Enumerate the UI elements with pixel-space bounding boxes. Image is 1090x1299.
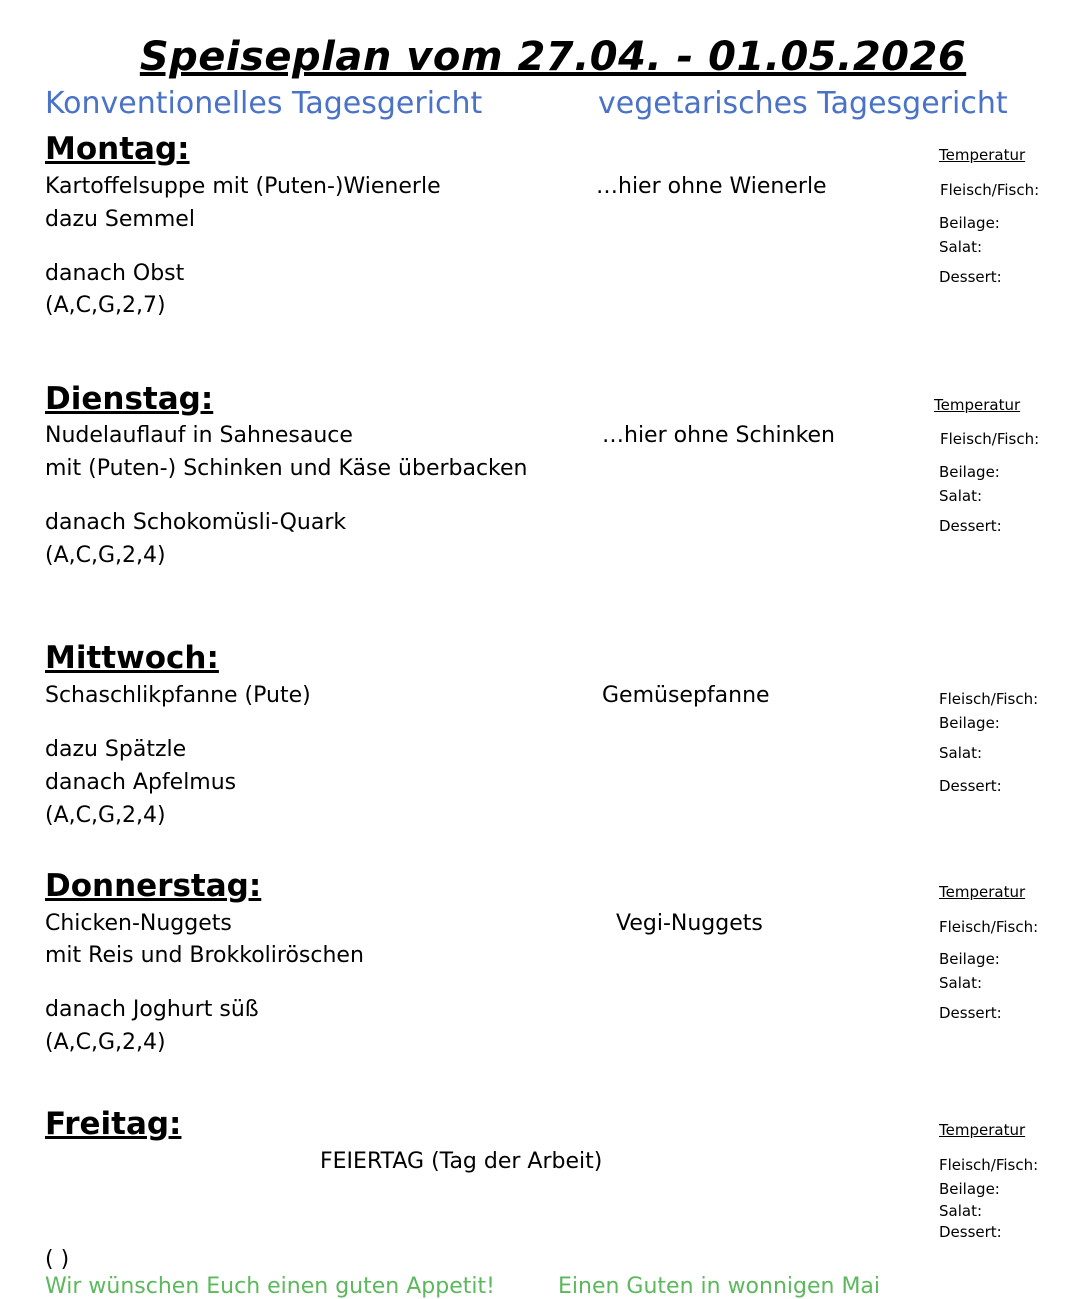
allergens: ( )	[45, 1247, 70, 1272]
allergens: (A,C,G,2,7)	[45, 293, 166, 318]
day-heading: Mittwoch:	[45, 640, 219, 676]
dessert-label: Dessert:	[939, 517, 1002, 535]
dessert-label: Dessert:	[939, 777, 1002, 795]
day-heading: Dienstag:	[45, 381, 214, 417]
dish-line: dazu Semmel	[45, 207, 195, 232]
footer-greeting: Wir wünschen Euch einen guten Appetit!	[45, 1274, 495, 1299]
allergens: (A,C,G,2,4)	[45, 1030, 166, 1055]
dish-line: Schaschlikpfanne (Pute)	[45, 683, 311, 708]
side-label: Beilage:	[939, 714, 1000, 732]
side-label: Beilage:	[939, 950, 1000, 968]
meat-label: Fleisch/Fisch:	[939, 690, 1039, 708]
side-label: Beilage:	[939, 214, 1000, 232]
dessert-label: Dessert:	[939, 268, 1002, 286]
dish-line: dazu Spätzle	[45, 737, 187, 762]
side-label: Beilage:	[939, 1180, 1000, 1198]
dessert-label: Dessert:	[939, 1223, 1002, 1241]
conventional-column-heading: Konventionelles Tagesgericht	[45, 86, 483, 121]
holiday-text: FEIERTAG (Tag der Arbeit)	[320, 1149, 603, 1174]
dish-line: Nudelauflauf in Sahnesauce	[45, 423, 353, 448]
day-heading: Montag:	[45, 131, 190, 167]
dish-line: Chicken-Nuggets	[45, 911, 232, 936]
salad-label: Salat:	[939, 1202, 983, 1220]
vegetarian-column-heading: vegetarisches Tagesgericht	[598, 86, 1008, 121]
temperature-label: Temperatur	[939, 146, 1026, 164]
vegetarian-dish: Vegi-Nuggets	[616, 911, 763, 936]
day-heading: Donnerstag:	[45, 868, 262, 904]
salad-label: Salat:	[939, 487, 983, 505]
vegetarian-dish: Gemüsepfanne	[602, 683, 770, 708]
day-heading: Freitag:	[45, 1106, 182, 1142]
dessert-line: danach Joghurt süß	[45, 997, 259, 1022]
salad-label: Salat:	[939, 744, 983, 762]
dessert-line: danach Obst	[45, 261, 185, 286]
dessert-line: danach Apfelmus	[45, 770, 237, 795]
footer-may-greeting: Einen Guten in wonnigen Mai	[558, 1274, 881, 1299]
temperature-label: Temperatur	[939, 1121, 1026, 1139]
page-title: Speiseplan vom 27.04. - 01.05.2026	[139, 34, 967, 80]
vegetarian-dish: …hier ohne Wienerle	[596, 174, 827, 199]
meat-label: Fleisch/Fisch:	[939, 918, 1039, 936]
meat-label: Fleisch/Fisch:	[940, 181, 1040, 199]
side-label: Beilage:	[939, 463, 1000, 481]
meat-label: Fleisch/Fisch:	[939, 1156, 1039, 1174]
salad-label: Salat:	[939, 238, 983, 256]
vegetarian-dish: …hier ohne Schinken	[602, 423, 835, 448]
meat-label: Fleisch/Fisch:	[940, 430, 1040, 448]
dessert-line: danach Schokomüsli-Quark	[45, 510, 347, 535]
dish-line: mit (Puten-) Schinken und Käse überbacken	[45, 456, 528, 481]
temperature-label: Temperatur	[934, 396, 1021, 414]
temperature-label: Temperatur	[939, 883, 1026, 901]
dish-line: Kartoffelsuppe mit (Puten-)Wienerle	[45, 174, 441, 199]
allergens: (A,C,G,2,4)	[45, 803, 166, 828]
salad-label: Salat:	[939, 974, 983, 992]
dish-line: mit Reis und Brokkoliröschen	[45, 943, 364, 968]
dessert-label: Dessert:	[939, 1004, 1002, 1022]
allergens: (A,C,G,2,4)	[45, 543, 166, 568]
